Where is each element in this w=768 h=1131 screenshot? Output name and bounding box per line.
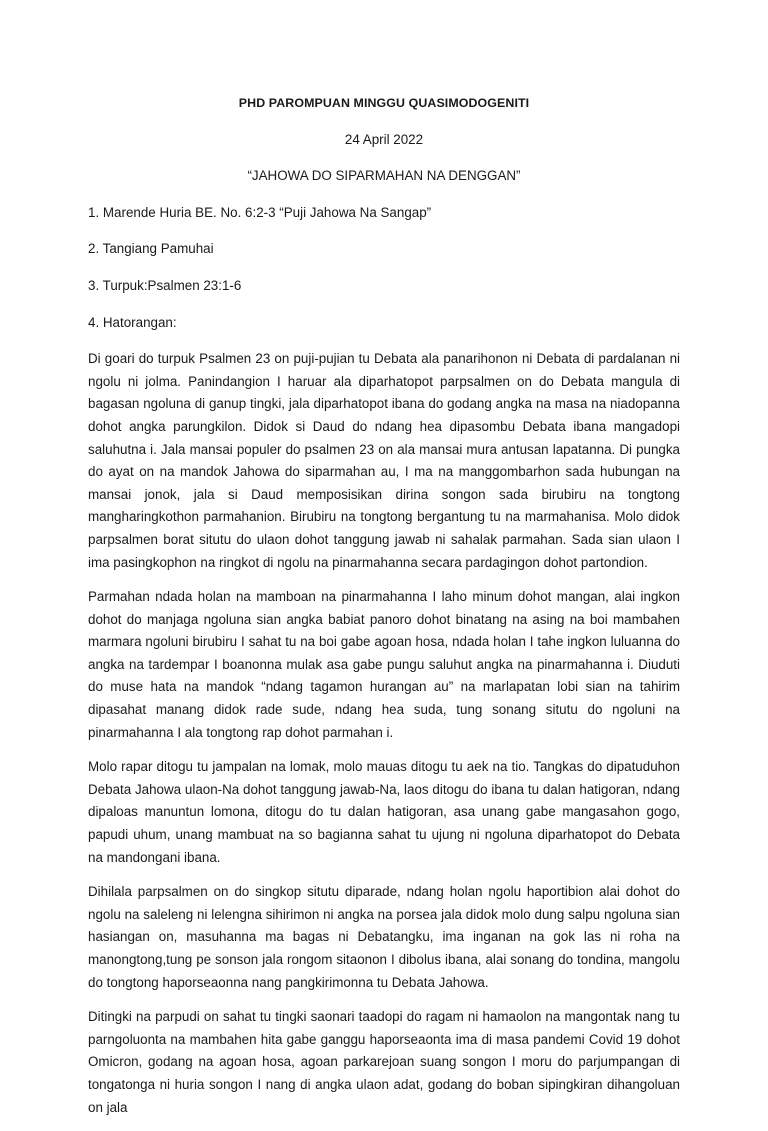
document-theme: “JAHOWA DO SIPARMAHAN NA DENGGAN” (247, 168, 521, 184)
paragraph: Molo rapar ditogu tu jampalan na lomak, molo mauas ditogu tu aek na tio. Tangkas do dipatuduhon Debata Jahowa ulaon-Na dohot tanggung jawab-Na, laos ditogu do ibana tu dalan hatigoran, ndang dipaloas manuntun lomona, ditogu do tu dalan hatigoran, asa unang gabe mangasahon gogo, papudi uhum, unang mambuat na so bagianna sahat tu ujung ni ngoluna diparhatopot do Debata na mandongani ibana. (88, 759, 680, 865)
paragraph: Ditingki na parpudi on sahat tu tingki saonari taadopi do ragam ni hamaolon na mangontak nang tu parngoluonta na mambahen hita gabe ganggu haporseaonta ima di masa pandemi Covid 19 dohot Omicron, godang na agoan hosa, agoan parkarejoan suang songon I moru do parjumpangan di tongatonga ni huria songon I nang di angka ulaon adat, godang do boban sipingkiran dihangoluan on jala (88, 1009, 680, 1115)
paragraph: Dihilala parpsalmen on do singkop situtu diparade, ndang holan ngolu haportibion alai dohot do ngolu na saleleng ni lelengna sihirimon ni angka na porsea jala didok molo dung salpu ngoluna sian hasiangan on, masuhanna ma bagas ni Debatangku, ima inganan na gok las ni roha na manongtong,tung pe sonson jala rongom sitaonon I dibolus ibana, alai sonang do tondina, mangolu do tongtong haporseaonna nang pangkirimonna tu Debata Jahowa. (88, 884, 680, 990)
list-item: 3. Turpuk:Psalmen 23:1-6 (88, 277, 242, 293)
document-page (88, 92, 680, 1131)
document-date: 24 April 2022 (344, 131, 424, 147)
paragraph: Parmahan ndada holan na mamboan na pinarmahanna I laho minum dohot mangan, alai ingkon dohot do manjaga ngoluna sian angka babiat panoro dohot binatang na asing na boi mambahen marmara ngoluni birubiru I sahat tu na boi gabe agoan hosa, ndada holan I tahe ingkon luluanna do angka na tardempar I boanonna mulak asa gabe pungu saluhut angka na pinarmahanna i. Diuduti do muse hata na mandok “ndang tagamon hurangan au” na marlapatan lobi sian na tahirim dipasahat manang didok rade sude, ndang hea suda, tung sonang situtu do ngoluni na pinarmahanna I ala tongtong rap dohot parmahan i. (88, 589, 680, 740)
list-item: 2. Tangiang Pamuhai (88, 241, 214, 257)
document-title: PHD PAROMPUAN MINGGU QUASIMODOGENITI (238, 96, 530, 110)
list-item: 1. Marende Huria BE. No. 6:2-3 “Puji Jahowa Na Sangap” (88, 204, 432, 220)
paragraph: Di goari do turpuk Psalmen 23 on puji-pujian tu Debata ala panarihonon ni Debata di pardalanan ni ngolu ni jolma. Panindangion I haruar ala diparhatopot parpsalmen on do Debata mangula di bagasan ngoluna di ganup tingki, jala diparhatopot ibana do godang angka na masa na niadopanna dohot angka parungkilon. Didok si Daud do ndang hea dipasombu Debata ibana mangadopi saluhutna i. Jala mansai populer do psalmen 23 on ala mansai mura antusan lapatanna. Di pungka do ayat on na mandok Jahowa do siparmahan au, I ma na manggombarhon sada hubungan na mansai jonok, jala si Daud memposisikan dirina songon sada birubiru na tongtong mangharingkothon parmahanion. Birubiru na tongtong bergantung tu na marmahanisa. Molo didok parpsalmen borat situtu do ulaon dohot tanggung jawab ni sahalak parmahan. Sada sian ulaon I ima pasingkophon na ringkot di ngolu na pinarmahanna secara pardagingon dohot partondion. (88, 351, 680, 570)
list-item: 4. Hatorangan: (88, 314, 177, 330)
